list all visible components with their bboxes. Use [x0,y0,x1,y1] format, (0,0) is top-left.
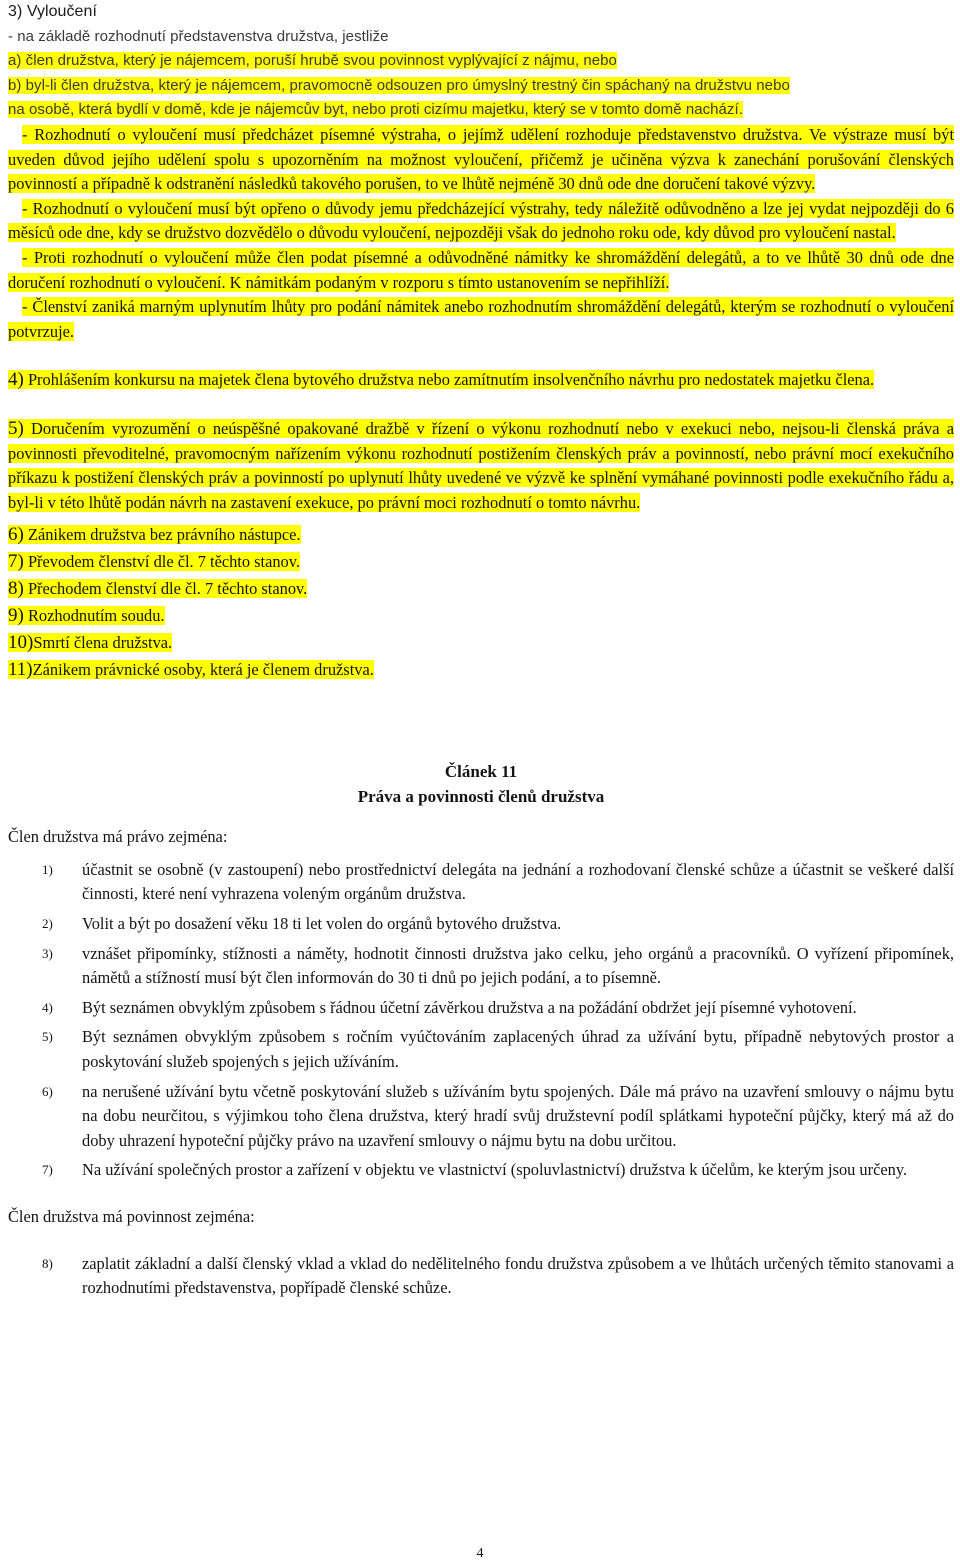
section-4-number: 4) [8,369,24,391]
article-title: Článek 11 [444,762,518,782]
list-item: 7) Na užívání společných prostor a zařízení v objektu ve vlastnictví (spoluvlastnictví) družstva k účelům, ke kterým jsou určeny. [42,1160,908,1180]
list-item: 4) Být seznámen obvyklým způsobem s řádnou účetní závěrkou družstva a na požádání obdržet její písemné vyhotovení. [42,997,857,1017]
list-item: 11)Zánikem právnické osoby, která je členem družstva. [8,659,374,681]
list-item: 7) Převodem členství dle čl. 7 těchto stanov. [8,551,300,573]
section-3-intro: - na základě rozhodnutí představenstva družstva, jestliže [8,27,389,45]
list-item: 5) Být seznámen obvyklým způsobem s ročním vyúčtováním zaplacených úhrad za užívání bytu, případně nebytových prostor a poskytování služeb spojených s jejich užíváním. [42,1027,954,1072]
list-item: 8) zaplatit základní a další členský vklad a vklad do nedělitelného fondu družstva způsobem a ve lhůtách určených těmito stanovami a rozhodnutími představenstva, popřípadě členské schůze. [42,1253,954,1298]
list-item: 9) Rozhodnutím soudu. [8,605,165,627]
list-item: 8) Přechodem členství dle čl. 7 těchto stanov. [8,578,308,600]
list-item: 1) účastnit se osobně (v zastoupení) nebo prostřednictví delegáta na jednání a rozhodovaní členské schůze a účastnit se veškeré další činnosti, které není vyhrazena voleným orgánům družstva. [42,859,954,904]
section-5-auction [8,417,954,515]
rights-list [8,858,954,1183]
section-5-text: Doručením vyrozumění o neúspěšné opakované dražbě v řízení o výkonu rozhodnutí nebo v exekuci nebo, nejsou-li členská práva a povinnosti převoditelné, pravomocným nařízením výkonu rozhodnutí postižením členských práv a povinností, nebo právní mocí exekučního příkazu k postižení členských práv a povinností po uplynutí lhůty uvedené ve výzvě ke splnění vymáhané povinnosti podle exekučního řádu a, byl-li v této lhůtě podán návrh na zastavení exekuce, po právní moci rozhodnutí o tomto návrhu. [8,418,954,512]
duties-intro: Člen družstva má povinnost zejména: [8,1207,255,1226]
list-item: 2) Volit a být po dosažení věku 18 ti let volen do orgánů bytového družstva. [42,914,562,934]
section-3-heading: 3) Vyloučení [8,3,97,20]
list-item: 6) na nerušené užívání bytu včetně poskytování služeb s užíváním bytu spojených. Dále má právo na uzavření smlouvy o nájmu bytu na dobu neurčitou, s výjimkou toho člena družstva, který hradí svůj družstevní podíl splátkami hypoteční půjčky, který má až do doby uhrazení hypoteční půjčky právo na uzavření smlouvy o nájmu bytu na dobu určitou. [42,1081,954,1150]
list-item: 3) vznášet připomínky, stížnosti a náměty, hodnotit činnosti družstva jako celku, jeho orgánů a pracovníků. O vyřízení připomínek, námětů a stížností musí být člen informován do 30 ti dnů po jejich podání, a to písemně. [42,943,954,988]
paragraph-justification: - Rozhodnutí o vyloučení musí být opřeno o důvody jemu předcházející výstrahy, tedy náležitě odůvodněno a lze jej vydat nejpozději do 6 měsíců ode dne, kdy se družstvo dozvědělo o důvodu vyloučení, nejpozději však do jednoho roku ode, kdy důvod pro vyloučení nastal. [8,198,954,243]
section-3-exclusion [8,0,954,123]
article-subtitle: Práva a povinnosti členů družstva [357,787,605,807]
section-5-number: 5) [8,417,24,439]
page-content [8,0,954,1306]
section-4-text: Prohlášením konkursu na majetek člena bytového družstva nebo zamítnutím insolvenčního návrhu pro nedostatek majetku člena. [27,370,875,390]
paragraph-termination: - Členství zaniká marným uplynutím lhůty pro podání námitek anebo rozhodnutím shromáždění delegátů, kterým se rozhodnutí o vyloučení potvrzuje. [8,297,954,341]
paragraph-warning: - Rozhodnutí o vyloučení musí předcházet písemné výstraha, o jejímž udělení rozhoduje představenstvo družstva. Ve výstraze musí být uveden důvod jejího udělení spolu s upozorněním na možnost vyloučení, přičemž je učiněna výzva k zanechání porušování členských povinností a případně k odstranění následků takového porušen, to ve lhůtě nejméně 30 dnů ode dne doručení takové výzvy. [8,124,954,194]
section-3-item-b-line1: b) byl-li člen družstva, který je nájemcem, pravomocně odsouzen pro úmyslný trestný čin spáchaný na družstvu nebo [8,76,790,94]
simple-items-list [8,521,954,683]
section-4-bankruptcy [8,368,954,393]
article-heading [8,759,954,809]
section-3-item-a: a) člen družstva, který je nájemcem, poruší hrubě svou povinnost vyplývající z nájmu, nebo [8,52,617,70]
paragraph-objections: - Proti rozhodnutí o vyloučení může člen podat písemné a odůvodněné námitky ke shromáždění delegátů, a to ve lhůtě 30 dnů ode dne doručení rozhodnutí o vyloučení. K námitkám podaným v rozporu s tímto ustanovením se nepřihlíží. [8,247,954,292]
page-number: 4 [476,1546,484,1561]
list-item: 6) Zánikem družstva bez právního nástupce. [8,524,301,546]
section-3-item-b-line2: na osobě, která bydlí v domě, kde je nájemcův byt, nebo proti cizímu majetku, který se v tomto domě nachází. [8,101,743,119]
rights-intro: Člen družstva má právo zejména: [8,827,228,847]
list-item: 10)Smrtí člena družstva. [8,632,173,654]
duties-list [8,1252,954,1301]
